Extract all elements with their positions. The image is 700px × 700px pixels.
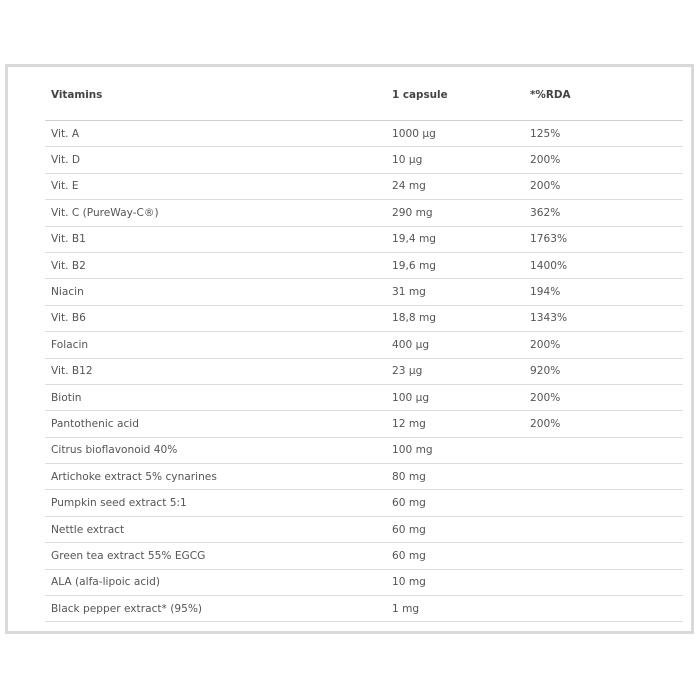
amount-cell: 19,4 mg: [392, 233, 436, 246]
nutrient-name-cell: Vit. B6: [51, 312, 86, 325]
rda-cell: 920%: [530, 365, 561, 378]
nutrient-name-cell: Vit. C (PureWay-C®): [51, 206, 159, 219]
nutrient-name-cell: Biotin: [51, 391, 82, 404]
rda-cell: 194%: [530, 286, 561, 299]
header-vitamins: Vitamins: [51, 89, 103, 101]
rda-cell: 200%: [530, 391, 561, 404]
rda-cell: 362%: [530, 206, 561, 219]
amount-cell: 10 mg: [392, 576, 426, 589]
nutrient-name-cell: Black pepper extract* (95%): [51, 602, 203, 615]
table-row: [45, 385, 683, 411]
table-row: [45, 490, 683, 516]
table-row: [45, 332, 683, 358]
amount-cell: 24 mg: [392, 180, 426, 193]
nutrient-name-cell: Green tea extract 55% EGCG: [51, 549, 206, 562]
nutrient-name-cell: Vit. D: [51, 154, 81, 167]
amount-cell: 60 mg: [392, 549, 426, 562]
table-row: [45, 596, 683, 622]
rda-cell: 200%: [530, 180, 561, 193]
table-row: [45, 174, 683, 200]
header-per-capsule: 1 capsule: [392, 89, 448, 101]
amount-cell: 19,6 mg: [392, 259, 436, 272]
table-row: [45, 543, 683, 569]
nutrient-name-cell: Nettle extract: [51, 523, 125, 536]
amount-cell: 100 mg: [392, 444, 433, 457]
nutrition-table-frame: [5, 64, 694, 634]
amount-cell: 12 mg: [392, 417, 426, 430]
amount-cell: 60 mg: [392, 523, 426, 536]
table-header-row: [45, 67, 683, 121]
nutrient-name-cell: Pumpkin seed extract 5:1: [51, 497, 187, 510]
amount-cell: 23 µg: [392, 365, 423, 378]
table-row: [45, 438, 683, 464]
amount-cell: 31 mg: [392, 286, 426, 299]
nutrient-name-cell: Vit. B12: [51, 365, 93, 378]
nutrient-name-cell: Niacin: [51, 286, 84, 299]
rda-cell: 200%: [530, 154, 561, 167]
table-row: [45, 306, 683, 332]
nutrient-name-cell: Vit. A: [51, 127, 80, 140]
nutrient-name-cell: Vit. E: [51, 180, 79, 193]
table-row: [45, 517, 683, 543]
amount-cell: 1 mg: [392, 602, 420, 615]
table-row: [45, 411, 683, 437]
table-row: [45, 279, 683, 305]
table-row: [45, 570, 683, 596]
rda-cell: 1763%: [530, 233, 568, 246]
nutrient-name-cell: Vit. B2: [51, 259, 86, 272]
amount-cell: 60 mg: [392, 497, 426, 510]
rda-cell: 1343%: [530, 312, 568, 325]
amount-cell: 290 mg: [392, 206, 433, 219]
table-row: [45, 121, 683, 147]
table-row: [45, 147, 683, 173]
rda-cell: 200%: [530, 338, 561, 351]
amount-cell: 1000 µg: [392, 127, 436, 140]
table-row: [45, 227, 683, 253]
nutrient-name-cell: Vit. B1: [51, 233, 86, 246]
amount-cell: 400 µg: [392, 338, 430, 351]
nutrient-name-cell: Folacin: [51, 338, 89, 351]
rda-cell: 125%: [530, 127, 561, 140]
rda-cell: 1400%: [530, 259, 568, 272]
nutrient-name-cell: Citrus bioflavonoid 40%: [51, 444, 178, 457]
table-row: [45, 253, 683, 279]
table-row: [45, 464, 683, 490]
table-row: [45, 200, 683, 226]
amount-cell: 10 µg: [392, 154, 423, 167]
amount-cell: 80 mg: [392, 470, 426, 483]
header-rda: *%RDA: [530, 89, 571, 101]
amount-cell: 100 µg: [392, 391, 430, 404]
amount-cell: 18,8 mg: [392, 312, 436, 325]
nutrient-name-cell: Pantothenic acid: [51, 417, 139, 430]
rda-cell: 200%: [530, 417, 561, 430]
nutrition-table: [45, 67, 683, 622]
nutrient-name-cell: ALA (alfa-lipoic acid): [51, 576, 160, 589]
table-row: [45, 359, 683, 385]
nutrient-name-cell: Artichoke extract 5% cynarines: [51, 470, 217, 483]
